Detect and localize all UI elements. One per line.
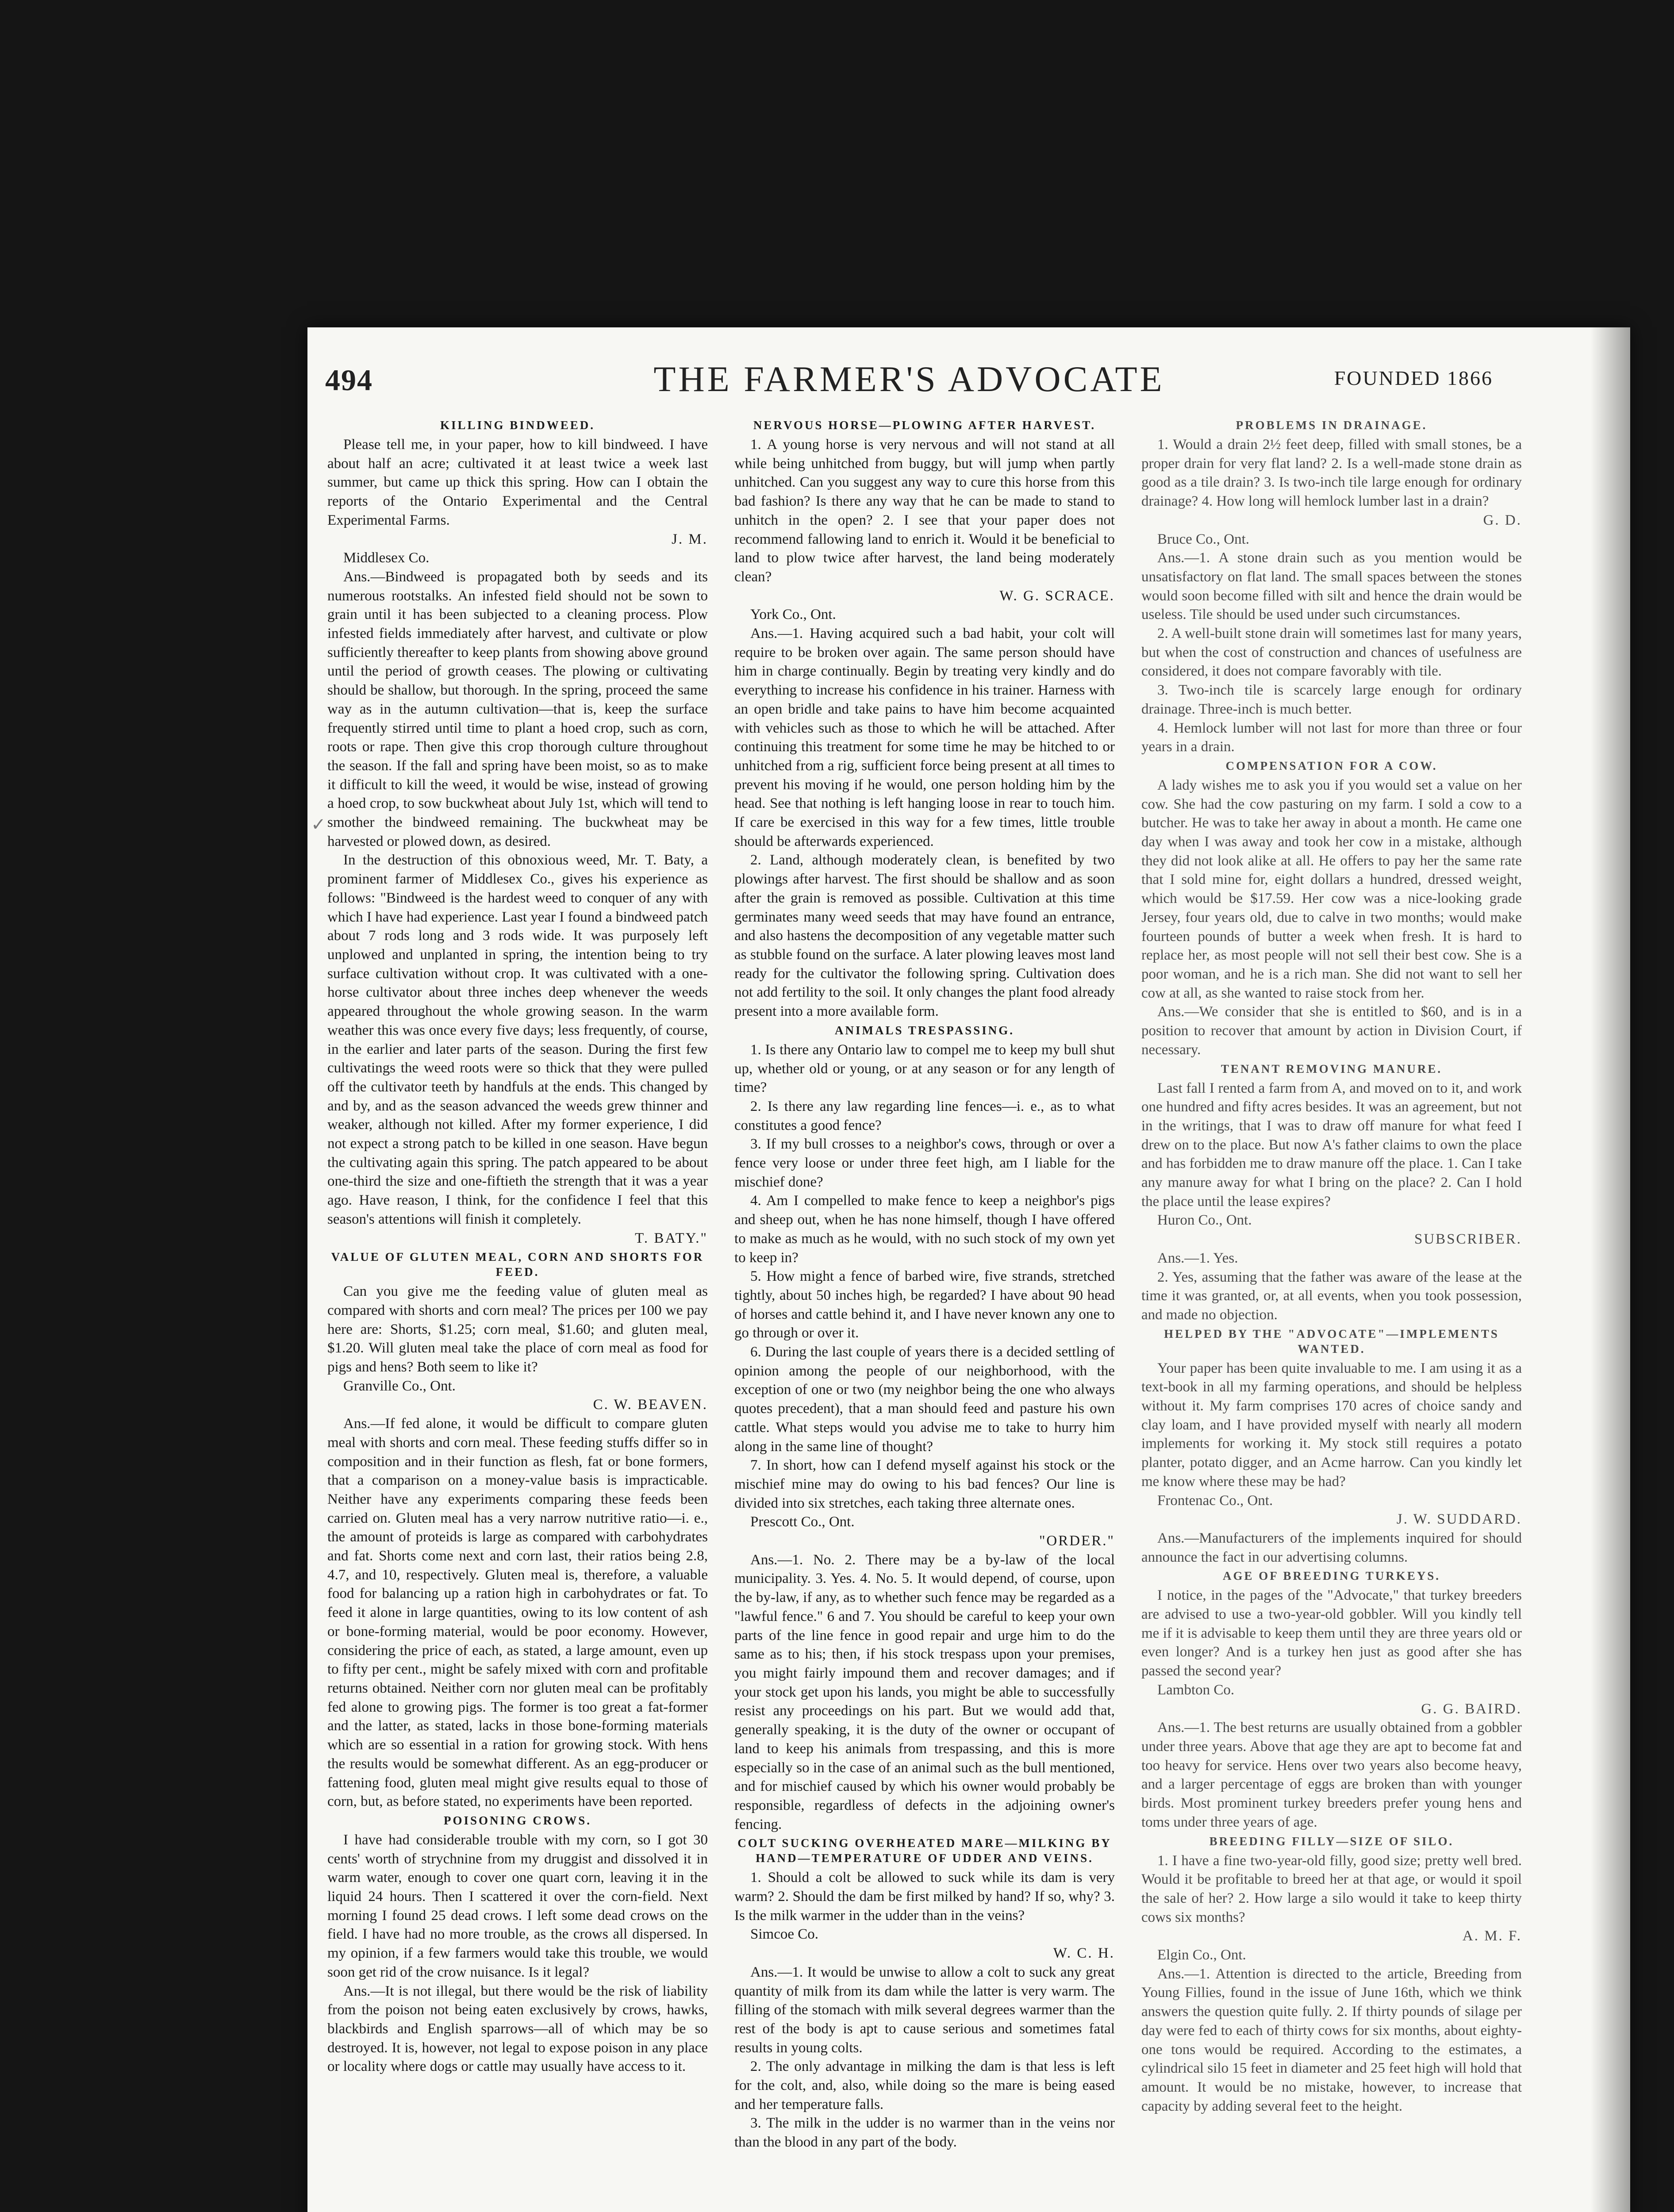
margin-mark: ✓	[311, 814, 326, 834]
location: Granville Co., Ont.	[343, 1378, 456, 1394]
answer-text: Ans.—1. The best returns are usually obtained from a gobbler under three years. Above that age they are apt to become fat and too heavy for service. Hens over two years also become heavy, and a larger percentage of eggs are broken than with younger birds. Most prominent turkey breeders prefer young hens and toms under three years of age.	[1141, 1720, 1522, 1830]
question-text: A lady wishes me to ask you if you would set a value on her cow. She had the cow pasturing on my farm. I sold a cow to a butcher. He was to take her away in about a month. He came one day when I was away and took her cow in a mistake, although they did not look alike at all. He offers to pay her the same rate that I sold mine for, eight dollars a hundred, dressed weight, which would be $17.59. Her cow was a nice-looking grade Jersey, four years old, due to calve in two months; would make fourteen pounds of butter a week when fresh. It is hard to replace her, as most people will not sell their best cow. She is a poor woman, and he is a rich man. She did not want to sell her cow at all, as she wanted to raise stock from her.	[1141, 777, 1522, 1001]
signature: T. BATY."	[635, 1230, 708, 1246]
question-text: Last fall I rented a farm from A, and moved on to it, and work one hundred and fifty acres besides. It was an agreement, but not in the writings, that I was to draw off manure for what feed I drew on to the place. But now A's father claims to own the place and has forbidden me to draw manure off the place. 1. Can I take any manure away for what I bring on the place? 2. Can I hold the place until the lease expires?	[1141, 1080, 1522, 1210]
article-title: POISONING CROWS.	[443, 1813, 592, 1827]
signature: W. G. SCRACE.	[999, 588, 1115, 604]
page-header	[325, 358, 1493, 407]
answer-text: 2. A well-built stone drain will sometimes last for many years, but when the cost of construction and chances of usefulness are considered, it does not compare favorably with tile.	[1141, 626, 1522, 680]
location: Prescott Co., Ont.	[750, 1514, 855, 1530]
answer-text: Ans.—Bindweed is propagated both by seeds and its numerous rootstalks. An infested field should not be sown to grain until it has been subjected to a cleaning process. Plow infested fields immediately after harvest, and cultivate or plow sufficiently thereafter to keep plants from showing above ground until the period of growth ceases. The plowing or cultivating should be shallow, but thorough. In the spring, proceed the same way as in the autumn cultivation—that is, keep the surface frequently stirred until time to plant a hoed crop, such as corn, roots or rape. Then give this crop thorough culture throughout the season. If the fall and spring have been moist, so as to make it difficult to kill the weed, it would be wise, instead of growing a hoed crop, to sow buckwheat about July 1st, which will tend to smother the bindweed remaining. The buckwheat may be harvested or plowed down, as desired.	[327, 568, 708, 849]
question-text: 1. Would a drain 2½ feet deep, filled with small stones, be a proper drain for very flat land? 2. Is a well-made stone drain as good as a tile drain? 3. Is two-inch tile large enough for ordinary drainage? 4. How long will hemlock lumber last in a drain?	[1141, 437, 1522, 510]
question-text: Your paper has been quite invaluable to me. I am using it as a text-book in all my farming operations, and should be helpless without it. My farm comprises 170 acres of choice sandy and clay loam, and I have provided myself with nearly all modern implements for working it. My stock still requires a potato planter, potato digger, and an Acme harrow. Can you kindly let me know where these may be had?	[1141, 1360, 1522, 1490]
signature: J. M.	[672, 531, 708, 547]
answer-text: 2. The only advantage in milking the dam is that less is left for the colt, and, also, while doing so the mare is being eased and her temperature falls.	[734, 2058, 1115, 2112]
page-number: 494	[325, 363, 373, 397]
location: Frontenac Co., Ont.	[1157, 1492, 1273, 1509]
answer-text: Ans.—1. No. 2. There may be a by-law of the local municipality. 3. Yes. 4. No. 5. It would depend, of course, upon the by-law, if any, as to whether such fence may be regarded as a "lawful fence." 6 and 7. You should be careful to keep your own parts of the line fence in good repair and urge him to do the same as to his; then, if his stock trespass upon your premises, you might fairly impound them and recover damages; and if your stock get upon his lands, you might be able to successfully resist any proceedings on his part. But we would add that, generally speaking, it is the duty of the owner or occupant of land to keep his animals from trespassing, and this is more especially so in the case of an animal such as the bull mentioned, and for mischief caused by which his owner would probably be responsible, regardless of defects in the adjoining owner's fencing.	[734, 1551, 1115, 1832]
article-title: VALUE OF GLUTEN MEAL, CORN AND SHORTS FOR FEED.	[331, 1250, 704, 1279]
answer-text: Ans.—1. A stone drain such as you mention would be unsatisfactory on flat land. The small spaces between the stones would soon become filled with silt and hence the drain would be useless. Tile should be used under such circumstances.	[1141, 550, 1522, 623]
article-title: PROBLEMS IN DRAINAGE.	[1236, 419, 1428, 432]
question-text: Please tell me, in your paper, how to kill bindweed. I have about half an acre; cultivated it at least twice a week last summer, but came up thick this spring. How can I obtain the reports of the Ontario Experimental and the Central Experimental Farms.	[327, 437, 708, 528]
location: Middlesex Co.	[343, 550, 430, 566]
signature: SUBSCRIBER.	[1414, 1231, 1522, 1248]
signature: W. C. H.	[1053, 1945, 1115, 1962]
article-title: TENANT REMOVING MANURE.	[1221, 1062, 1443, 1075]
question-text: I have had considerable trouble with my corn, so I got 30 cents' worth of strychnine from my druggist and dissolved it in warm water, enough to cover one quart corn, leaving it in the liquid 24 hours. Then I scattered it over the corn-field. Next morning I found 25 dead crows. I left some dead crows on the field. I have had no more trouble, as the crows all dispersed. In my opinion, if a few farmers would take this trouble, we would soon get rid of the crow nuisance. Is it legal?	[327, 1832, 708, 1980]
location: Bruce Co., Ont.	[1157, 531, 1250, 547]
newspaper-page	[307, 327, 1630, 2212]
journal-title: THE FARMER'S ADVOCATE	[653, 359, 1165, 399]
question-text: 5. How might a fence of barbed wire, five strands, stretched tightly, about 50 inches high, be regarded? I have about 90 head of horses and cattle behind it, and I have never known any one to go through or over it.	[734, 1268, 1115, 1341]
answer-text: 3. The milk in the udder is no warmer than in the veins nor than the blood in any part of the body.	[734, 2115, 1115, 2151]
signature: G. D.	[1483, 512, 1522, 528]
question-text: 4. Am I compelled to make fence to keep a neighbor's pigs and sheep out, when he has none himself, though I have offered to make as much as he would, with no such stock of my own yet to keep in?	[734, 1193, 1115, 1266]
answer-text: Ans.—If fed alone, it would be difficult to compare gluten meal with shorts and corn meal. These feeding stuffs differ so in composition and in their function as flesh, fat or bone formers, that a comparison on a money-value basis is impracticable. Neither have any experiments comparing these feeds been carried on. Gluten meal has a very narrow nutritive ratio—i. e., the amount of proteids is large as compared with carbohydrates and fat. Shorts come next and corn last, their ratios being 2.8, 4.7, and 10, respectively. Gluten meal is, therefore, a valuable food for balancing up a ration high in carbohydrates or fat. To feed it alone in large quantities, owing to its low content of ash or bone-forming material, would be poor economy. However, considering the price of each, as stated, a large amount, even up to fifty per cent., might be safely mixed with corn and profitable returns obtained. Neither corn nor gluten meal can be profitably fed alone to growing pigs. The former is too great a fat-former and the latter, as stated, lacks in those bone-forming materials which are so essential in a ration for growing stock. With hens the results would be somewhat different. As an egg-producer or fattening food, gluten meal might give results equal to those of corn, but, as before stated, no experiments have been reported.	[327, 1416, 708, 1810]
answer-text: 4. Hemlock lumber will not last for more than three or four years in a drain.	[1141, 720, 1522, 755]
question-text: Can you give me the feeding value of gluten meal as compared with shorts and corn meal? The prices per 100 we pay here are: Shorts, $1.25; corn meal, $1.60; and gluten meal, $1.20. Will gluten meal take the place of corn meal as food for pigs and hens? Both seem to like it?	[327, 1283, 708, 1375]
founded-line: FOUNDED 1866	[1334, 367, 1493, 389]
location: Huron Co., Ont.	[1157, 1212, 1252, 1229]
column-left	[327, 416, 708, 2212]
column-middle	[734, 416, 1115, 2212]
question-text: 6. During the last couple of years there is a decided settling of opinion among the people of our neighborhood, with the exception of one or two (my neighbor being the one who always quotes precedent), that a man should feed and pasture his own cattle. What steps would you advise me to take to hurry him along in the same line of thought?	[734, 1344, 1115, 1455]
location: York Co., Ont.	[750, 607, 836, 623]
question-text: 2. Is there any law regarding line fences—i. e., as to what constitutes a good fence?	[734, 1098, 1115, 1133]
article-title: COMPENSATION FOR A COW.	[1225, 759, 1438, 772]
question-text: 7. In short, how can I defend myself against his stock or the mischief mine may do owing to his bad fences? Our line is divided into six stretches, each taking three alternate ones.	[734, 1457, 1115, 1511]
location: Simcoe Co.	[750, 1926, 818, 1943]
signature: A. M. F.	[1462, 1928, 1522, 1944]
article-title: ANIMALS TRESPASSING.	[834, 1023, 1015, 1037]
article-title: AGE OF BREEDING TURKEYS.	[1222, 1569, 1441, 1583]
question-text: 1. Should a colt be allowed to suck while its dam is very warm? 2. Should the dam be first milked by hand? If so, why? 3. Is the milk warmer in the udder than in the veins?	[734, 1870, 1115, 1924]
article-title: BREEDING FILLY—SIZE OF SILO.	[1209, 1834, 1454, 1848]
location: Lambton Co.	[1157, 1682, 1235, 1698]
answer-text: Ans.—1. Attention is directed to the article, Breeding from Young Fillies, found in the issue of June 16th, which we think answers the question quite fully. 2. If thirty pounds of silage per day were fed to each of thirty cows for six months, about eighty-one tons would be required. According to the estimates, a cylindrical silo 15 feet in diameter and 25 feet high will hold that amount. It would be no mistake, however, to increase that capacity by adding several feet to the height.	[1141, 1966, 1522, 2114]
signature: C. W. BEAVEN.	[593, 1397, 708, 1413]
article-title: COLT SUCKING OVERHEATED MARE—MILKING BY HAND—TEMPERATURE OF UDDER AND VEINS.	[737, 1836, 1112, 1865]
answer-text: Ans.—1. Yes.	[1157, 1250, 1238, 1266]
answer-text: Ans.—1. It would be unwise to allow a colt to suck any great quantity of milk from its dam while the latter is very warm. The filling of the stomach with milk several degrees warmer than the rest of the body is apt to cause serious and sometimes fatal results in young colts.	[734, 1964, 1115, 2056]
answer-text: 3. Two-inch tile is scarcely large enough for ordinary drainage. Three-inch is much better.	[1141, 682, 1522, 717]
answer-text: 2. Yes, assuming that the father was aware of the lease at the time it was granted, or, at all events, when you took possession, and made no objection.	[1141, 1269, 1522, 1323]
answer-text: 2. Land, although moderately clean, is benefited by two plowings after harvest. The first should be shallow and as soon after the grain is removed as possible. Cultivation at this time germinates many weed seeds that may have found an entrance, and also hastens the decomposition of any vegetable matter such as stubble found on the surface. A later plowing leaves most land ready for the cultivator the following spring. Cultivation does not add fertility to the soil. It only changes the plant food already present into a more available form.	[734, 852, 1115, 1020]
question-text: 1. A young horse is very nervous and will not stand at all while being unhitched from buggy, but will jump when partly unhitched. Can you suggest any way to cure this horse from this bad fashion? Is there any way that he can be made to stand to unhitch in the open? 2. I see that your paper does not recommend fallowing land to enrich it. Would it be beneficial to land to plow twice after harvest, the land being moderately clean?	[734, 437, 1115, 585]
question-text: I notice, in the pages of the "Advocate," that turkey breeders are advised to use a two-year-old gobbler. Will you kindly tell me if it is advisable to keep them until they are three years old or even longer? And is a turkey hen just as good after she has passed the second year?	[1141, 1587, 1522, 1679]
question-text: 1. I have a fine two-year-old filly, good size; pretty well bred. Would it be profitable to breed her at that age, or would it spoil the sale of her? 2. How large a silo would it take to keep thirty cows six months?	[1141, 1852, 1522, 1925]
signature: J. W. SUDDARD.	[1396, 1511, 1522, 1528]
signature: G. G. BAIRD.	[1421, 1701, 1522, 1717]
article-title: NERVOUS HORSE—PLOWING AFTER HARVEST.	[753, 419, 1096, 432]
question-text: 3. If my bull crosses to a neighbor's cows, through or over a fence very loose or under three feet high, am I liable for the mischief done?	[734, 1136, 1115, 1190]
location: Elgin Co., Ont.	[1157, 1947, 1246, 1963]
article-title: KILLING BINDWEED.	[440, 419, 595, 432]
signature: "ORDER."	[1039, 1533, 1115, 1549]
question-text: 1. Is there any Ontario law to compel me to keep my bull shut up, whether old or young, or at any season or for any length of time?	[734, 1041, 1115, 1096]
answer-text: Ans.—It is not illegal, but there would be the risk of liability from the poison not being eaten exclusively by crows, hawks, blackbirds and English sparrows—all of which may be so destroyed. It is, however, not legal to expose poison in any place or locality where dogs or cattle may usually have access to it.	[327, 1983, 708, 2075]
answer-text: Ans.—Manufacturers of the implements inquired for should announce the fact in our advertising columns.	[1141, 1530, 1522, 1565]
answer-text: Ans.—1. Having acquired such a bad habit, your colt will require to be broken over again. The same person should have him in charge continually. Begin by treating very kindly and do everything to increase his confidence in his trainer. Harness with an open bridle and take pains to have him become acquainted with vehicles such as those to which he will be attached. After continuing this treatment for some time he may be hitched to or unhitched from a rig, sufficient force being present at all times to prevent his moving if he would, one person holding him by the head. See that nothing is left hanging loose in rear to touch him. If care be exercised in this way for a few times, little trouble should be afterwards experienced.	[734, 626, 1115, 849]
article-title: HELPED BY THE "ADVOCATE"—IMPLEMENTS WANTED.	[1164, 1327, 1499, 1356]
answer-text: Ans.—We consider that she is entitled to $60, and is in a position to recover that amount by action in Division Court, if necessary.	[1141, 1004, 1522, 1058]
answer-text: In the destruction of this obnoxious weed, Mr. T. Baty, a prominent farmer of Middlesex Co., gives his experience as follows: "Bindweed is the hardest weed to conquer of any with which I have had experience. Last year I found a bindweed patch about 7 rods long and 3 rods wide. It was purposely left unplowed and unplanted in spring, the intention being to try surface cultivation without crop. It was cultivated with a one-horse cultivator about three inches deep whenever the weeds appeared throughout the whole growing season. In the warm weather this was once every five days; less frequently, of course, in the earlier and later parts of the season. During the first few cultivatings the weed roots were so thick that they were pulled off the cultivator teeth by handfuls at the ends. This changed by and by, and as the season advanced the weeds grew thinner and weaker, although not killed. After my former experience, I did not expect a strong patch to be killed in one season. Have begun the cultivating again this spring. The patch appeared to be about one-third the size and one-fiftieth the strength that it was a year ago. Have reason, I think, for the confidence I feel that this season's attentions will finish it completely.	[327, 852, 708, 1227]
column-right	[1141, 416, 1522, 2212]
